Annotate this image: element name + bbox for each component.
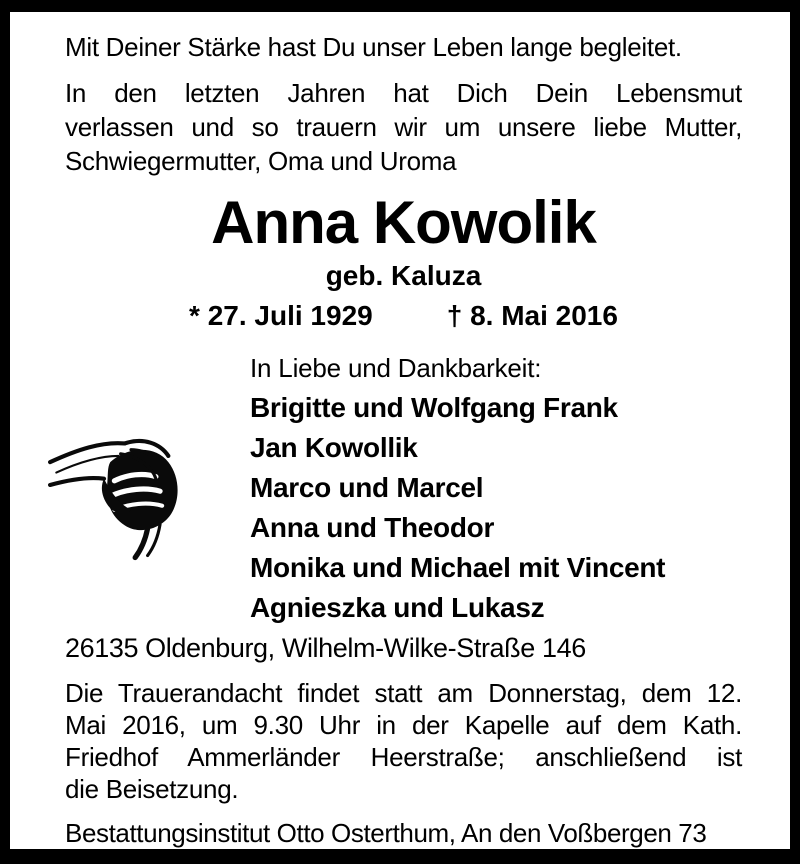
intro-line: Schwiegermutter, Oma und Uroma <box>65 146 457 176</box>
deceased-name: Anna Kowolik <box>211 189 596 256</box>
birth-date: * 27. Juli 1929 <box>189 300 373 331</box>
address-line: 26135 Oldenburg, Wilhelm-Wilke-Straße 146 <box>65 633 586 663</box>
service-line: Die Trauerandacht findet statt am Donnerstag, dem 12. <box>65 678 742 708</box>
funeral-home-line: Bestattungsinstitut Otto Osterthum, An den Voßbergen 73 <box>65 818 707 848</box>
dedication-heading: In Liebe und Dankbarkeit: <box>250 353 542 383</box>
mourner-name: Brigitte und Wolfgang Frank <box>250 392 618 423</box>
notice-card <box>10 12 790 849</box>
mourner-name: Anna und Theodor <box>250 512 495 543</box>
service-line: Mai 2016, um 9.30 Uhr in der Kapelle auf dem Kath. <box>65 710 742 740</box>
service-paragraph <box>65 677 742 805</box>
death-date: † 8. Mai 2016 <box>446 300 618 331</box>
intro-line: verlassen und so trauern wir um unsere liebe Mutter, <box>65 112 742 142</box>
intro-line: In den letzten Jahren hat Dich Dein Lebensmut <box>65 78 742 108</box>
service-line: die Beisetzung. <box>65 774 239 804</box>
mourner-name: Monika und Michael mit Vincent <box>250 552 666 583</box>
dedication-block <box>250 348 742 628</box>
clasped-hands-illustration <box>48 408 214 564</box>
intro-paragraph <box>65 76 742 178</box>
service-line: Friedhof Ammerländer Heerstraße; anschließend ist <box>65 742 742 772</box>
mourner-name: Jan Kowollik <box>250 432 418 463</box>
life-dates <box>65 299 742 332</box>
opening-line: Mit Deiner Stärke hast Du unser Leben lange begleitet. <box>65 32 682 62</box>
maiden-name: geb. Kaluza <box>325 260 482 291</box>
mourner-name: Marco und Marcel <box>250 472 484 503</box>
mourner-name: Agnieszka und Lukasz <box>250 592 545 623</box>
